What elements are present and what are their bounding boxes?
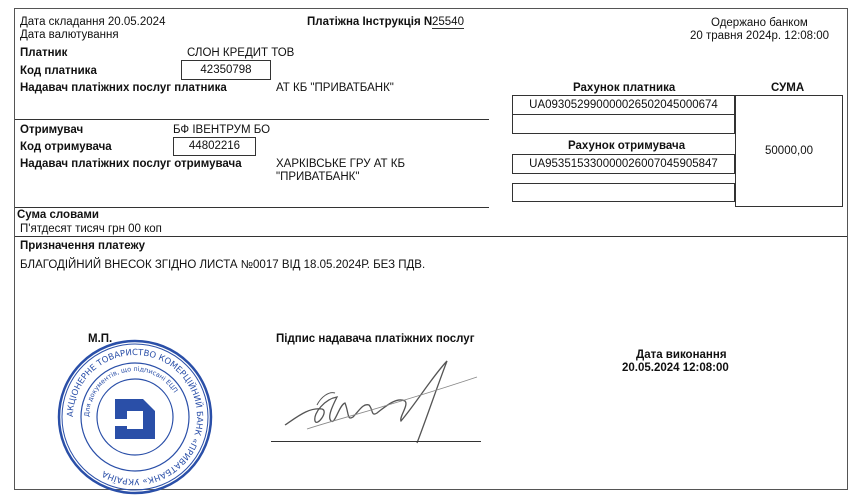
received-label: Одержано банком <box>711 17 808 29</box>
payer-account-label: Рахунок платника <box>573 82 676 94</box>
stamp-text-outer: АКЦІОНЕРНЕ ТОВАРИСТВО КОМЕРЦІЙНИЙ БАНК «ПРИВАТБАНК» УКРАЇНА <box>65 347 205 487</box>
divider-recipient <box>15 207 489 208</box>
stamp-label: М.П. <box>88 333 113 345</box>
value-date-label: Дата валютування <box>20 29 119 41</box>
payment-instruction-document <box>14 8 848 490</box>
recipient-account-label: Рахунок отримувача <box>568 140 686 152</box>
received-date: 20 травня 2024р. 12:08:00 <box>690 30 830 42</box>
amount-words: П'ятдесят тисяч грн 00 коп <box>20 223 162 235</box>
purpose-text: БЛАГОДІЙНИЙ ВНЕСОК ЗГІДНО ЛИСТА №0017 ВІД 18.05.2024Р. БЕЗ ПДВ. <box>20 259 426 271</box>
recipient-account-spacer <box>512 183 735 202</box>
amount-label: СУМА <box>771 82 805 94</box>
recipient-code-label: Код отримувача <box>20 141 112 153</box>
execution-label: Дата виконання <box>636 349 727 361</box>
payer-account: UA093052990000026502045000674 <box>512 95 735 115</box>
divider-words <box>15 236 847 237</box>
payer-code-label: Код платника <box>20 65 97 77</box>
bank-stamp <box>55 337 215 497</box>
stamp-text-inner: Для документів, що підписані ЕЦП <box>82 364 180 418</box>
recipient-code: 44802216 <box>173 137 256 156</box>
document-number: 25540 <box>432 16 464 28</box>
signature-line <box>271 441 481 442</box>
document-title: Платіжна Інструкція N <box>307 16 433 28</box>
execution-date: 20.05.2024 12:08:00 <box>622 362 729 374</box>
payer-name: СЛОН КРЕДИТ ТОВ <box>187 47 295 59</box>
payer-provider: АТ КБ "ПРИВАТБАНК" <box>276 82 394 94</box>
recipient-label: Отримувач <box>20 124 84 136</box>
recipient-provider-line2: "ПРИВАТБАНК" <box>276 171 360 183</box>
signature-label: Підпис надавача платіжних послуг <box>276 333 475 345</box>
payer-account-spacer <box>512 114 735 134</box>
amount-words-label: Сума словами <box>17 209 99 221</box>
amount-value: 50000,00 <box>735 95 843 207</box>
privatbank-logo-icon <box>115 399 155 439</box>
recipient-provider-label: Надавач платіжних послуг отримувача <box>20 158 242 170</box>
payer-provider-label: Надавач платіжних послуг платника <box>20 82 227 94</box>
recipient-account: UA953515330000026007045905847 <box>512 154 735 174</box>
divider-payer <box>15 119 489 120</box>
date-created: Дата складання 20.05.2024 <box>20 16 166 28</box>
payer-label: Платник <box>20 47 68 59</box>
payer-code: 42350798 <box>181 60 271 80</box>
recipient-provider-line1: ХАРКІВСЬКЕ ГРУ АТ КБ <box>276 158 405 170</box>
purpose-label: Призначення платежу <box>20 240 146 252</box>
signature-scribble-icon <box>277 347 487 447</box>
recipient-name: БФ ІВЕНТРУМ БО <box>173 124 271 136</box>
